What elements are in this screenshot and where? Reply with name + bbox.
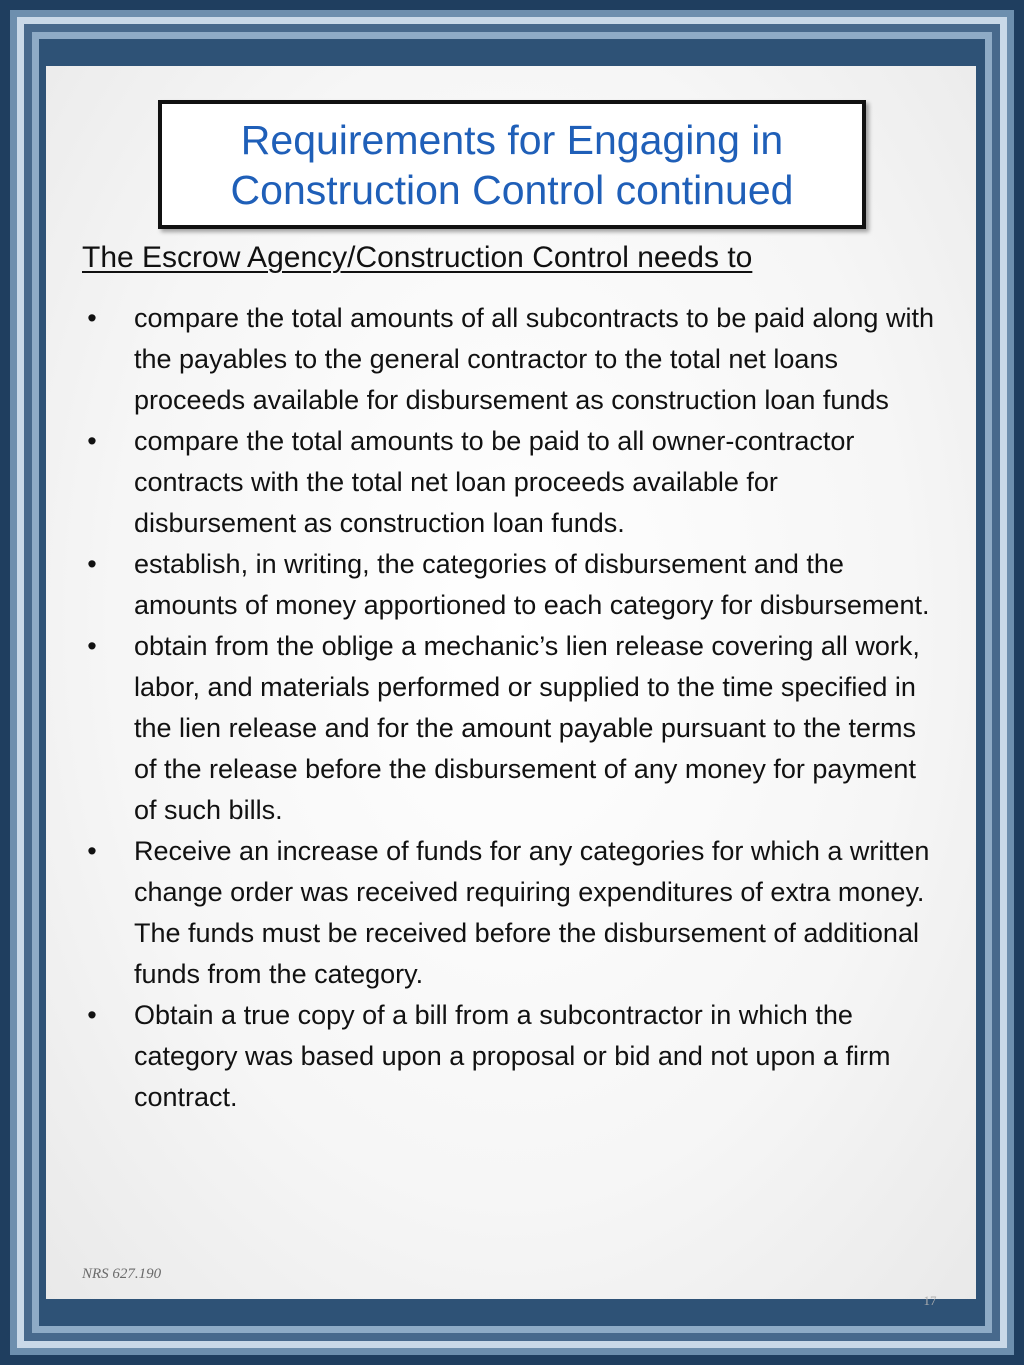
slide-title [231, 115, 794, 215]
list-item [82, 298, 942, 421]
title-line-2: Construction Control continued [230, 166, 794, 213]
page-number: 17 [923, 1293, 937, 1308]
bullet-icon: • [87, 1000, 97, 1030]
bullet-icon: • [87, 426, 97, 456]
list-item [82, 831, 942, 995]
list-item [82, 626, 942, 831]
title-line-1: Requirements for Engaging in [240, 116, 784, 163]
footnote-citation: NRS 627.190 [82, 1266, 162, 1282]
bullet-list [82, 298, 942, 1118]
list-item-text: Receive an increase of funds for any categories for which a written change order was received requiring expenditures of extra money. The funds must be received before the disbursement of additional funds from the category. [134, 836, 930, 989]
list-item-text: compare the total amounts of all subcontracts to be paid along with the payables to the general contractor to the total net loans proceeds available for disbursement as construction loan funds [134, 303, 934, 415]
title-box [158, 100, 866, 229]
list-item-text: compare the total amounts to be paid to all owner-contractor contracts with the total net loan proceeds available for disbursement as construction loan funds. [134, 426, 855, 538]
bullet-icon: • [87, 549, 97, 579]
list-item [82, 544, 942, 626]
list-item-text: obtain from the oblige a mechanic’s lien release covering all work, labor, and materials performed or supplied to the time specified in the lien release and for the amount payable pursuant to the terms of the release before the disbursement of any money for payment of such bills. [134, 631, 920, 825]
list-item [82, 995, 942, 1118]
bullet-icon: • [87, 631, 97, 661]
bullet-icon: • [87, 836, 97, 866]
list-item-text: establish, in writing, the categories of disbursement and the amounts of money apportioned to each category for disbursement. [134, 549, 930, 620]
list-item [82, 421, 942, 544]
bullet-icon: • [87, 303, 97, 333]
subheading: The Escrow Agency/Construction Control needs to [82, 241, 753, 274]
list-item-text: Obtain a true copy of a bill from a subcontractor in which the category was based upon a proposal or bid and not upon a firm contract. [134, 1000, 891, 1112]
